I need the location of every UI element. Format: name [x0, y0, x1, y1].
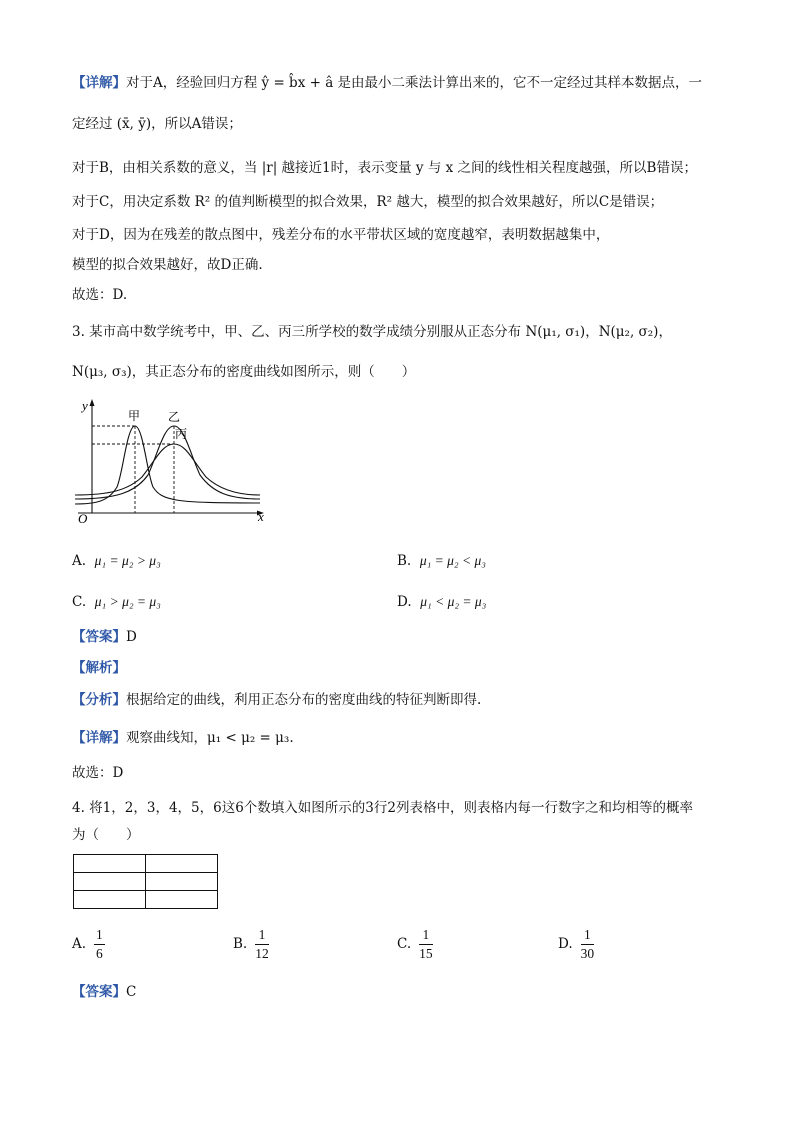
detail-tag: 【详解】	[72, 75, 126, 91]
table-row	[74, 891, 218, 909]
origin-label: O	[78, 511, 88, 526]
label-jia: 甲	[128, 409, 141, 423]
table-cell	[74, 855, 146, 873]
q4-option-a-fraction	[94, 926, 105, 963]
q3-option-d-expr: μ₁ < μ₂ = μ₃	[420, 594, 487, 609]
q3-analysis-tag: 【解析】	[72, 660, 126, 676]
curve-jia	[75, 426, 260, 504]
table-cell	[74, 873, 146, 891]
q3-detail-text: 观察曲线知，μ₁ < μ₂ = μ₃.	[126, 730, 294, 746]
y-axis-label: y	[82, 398, 88, 413]
q4-option-b-letter: B.	[233, 936, 248, 952]
detail-b-line: 对于B，由相关系数的意义，当 |r| 越接近1时，表示变量 y 与 x 之间的线性相关程度越强，所以B错误；	[72, 160, 697, 176]
q4-option-b-den: 12	[255, 946, 269, 961]
label-yi: 乙	[168, 410, 181, 424]
q3-option-b[interactable]	[397, 551, 486, 571]
q3-fenxi-text: 根据给定的曲线，利用正态分布的密度曲线的特征判断即得.	[126, 692, 482, 708]
q3-answer	[72, 627, 137, 647]
q4-option-a[interactable]	[72, 926, 105, 963]
q3-option-a[interactable]	[72, 551, 161, 571]
q4-answer-tag: 【答案】	[72, 984, 126, 1000]
q3-detail-tag: 【详解】	[72, 730, 126, 746]
q3-fenxi	[72, 690, 481, 710]
detail-d-line2: 模型的拟合效果越好，故D正确.	[72, 257, 263, 273]
q4-option-b-fraction	[255, 926, 269, 963]
q4-grid-table	[73, 854, 218, 909]
detail-a-text: 对于A，经验回归方程 ŷ = b̂x + â 是由最小二乘法计算出来的，它不一定经过其样本数据点，一	[126, 75, 703, 91]
q3-option-d-letter: D.	[397, 594, 412, 610]
q3-answer-value: D	[126, 629, 137, 645]
y-axis-arrow	[90, 399, 95, 406]
q3-option-c[interactable]	[72, 592, 161, 612]
q3-option-d[interactable]	[397, 592, 486, 612]
q4-option-c[interactable]	[397, 926, 433, 963]
q4-option-c-fraction	[419, 926, 433, 963]
q4-answer-value: C	[126, 984, 137, 1000]
q4-option-c-num: 1	[419, 926, 433, 945]
curve-bing	[75, 444, 260, 495]
detail-d-line1: 对于D，因为在残差的散点图中，残差分布的水平带状区域的宽度越窄，表明数据越集中，	[72, 227, 610, 243]
q4-option-a-num: 1	[94, 926, 105, 945]
q4-stem-line2: 为（ ）	[72, 827, 140, 843]
q3-analysis	[72, 658, 126, 678]
q4-option-d-fraction	[581, 926, 595, 963]
q3-fenxi-tag: 【分析】	[72, 692, 126, 708]
q3-stem-line1: 3. 某市高中数学统考中，甲、乙、丙三所学校的数学成绩分别服从正态分布 N(μ₁, σ₁)，N(μ₂, σ₂)，	[72, 324, 672, 340]
q4-option-b-num: 1	[255, 926, 269, 945]
q4-stem-line1: 4. 将1，2，3，4，5，6这6个数填入如图所示的3行2列表格中，则表格内每一行数字之和均相等的概率	[72, 800, 693, 816]
q3-answer-tag: 【答案】	[72, 629, 126, 645]
detail-a-line1	[72, 73, 702, 93]
q4-option-a-den: 6	[96, 946, 103, 961]
q4-option-a-letter: A.	[72, 936, 87, 952]
normal-curves-figure	[70, 395, 280, 530]
q4-option-d-letter: D.	[558, 936, 573, 952]
q3-option-a-expr: μ₁ = μ₂ > μ₃	[94, 553, 161, 568]
table-cell	[74, 891, 146, 909]
q3-detail	[72, 728, 294, 748]
table-cell	[146, 873, 218, 891]
detail-c-line: 对于C，用决定系数 R² 的值判断模型的拟合效果，R² 越大，模型的拟合效果越好，所以C是错误；	[72, 194, 664, 210]
q3-option-b-expr: μ₁ = μ₂ < μ₃	[419, 553, 486, 568]
choice-q2: 故选：D.	[72, 287, 128, 303]
table-cell	[146, 855, 218, 873]
q4-option-c-den: 15	[419, 946, 433, 961]
q4-option-d-den: 30	[580, 946, 595, 961]
q3-option-c-letter: C.	[72, 594, 87, 610]
q3-option-b-letter: B.	[397, 553, 412, 569]
q4-answer	[72, 982, 136, 1002]
table-cell	[146, 891, 218, 909]
q4-option-b[interactable]	[233, 926, 269, 963]
q4-option-c-letter: C.	[397, 936, 412, 952]
detail-a-line2: 定经过 (x̄, ȳ)，所以A错误；	[72, 116, 242, 132]
curve-yi	[75, 426, 260, 499]
q3-option-c-expr: μ₁ > μ₂ = μ₃	[94, 594, 161, 609]
table-row	[74, 855, 218, 873]
q3-choice: 故选：D	[72, 765, 124, 781]
label-bing: 丙	[175, 427, 188, 441]
x-axis-label: x	[258, 509, 264, 524]
q4-option-d[interactable]	[558, 926, 594, 963]
q4-option-d-num: 1	[581, 926, 595, 945]
table-row	[74, 873, 218, 891]
q3-stem-line2: N(μ₃, σ₃)，其正态分布的密度曲线如图所示，则（ ）	[72, 364, 416, 380]
q3-option-a-letter: A.	[72, 553, 87, 569]
